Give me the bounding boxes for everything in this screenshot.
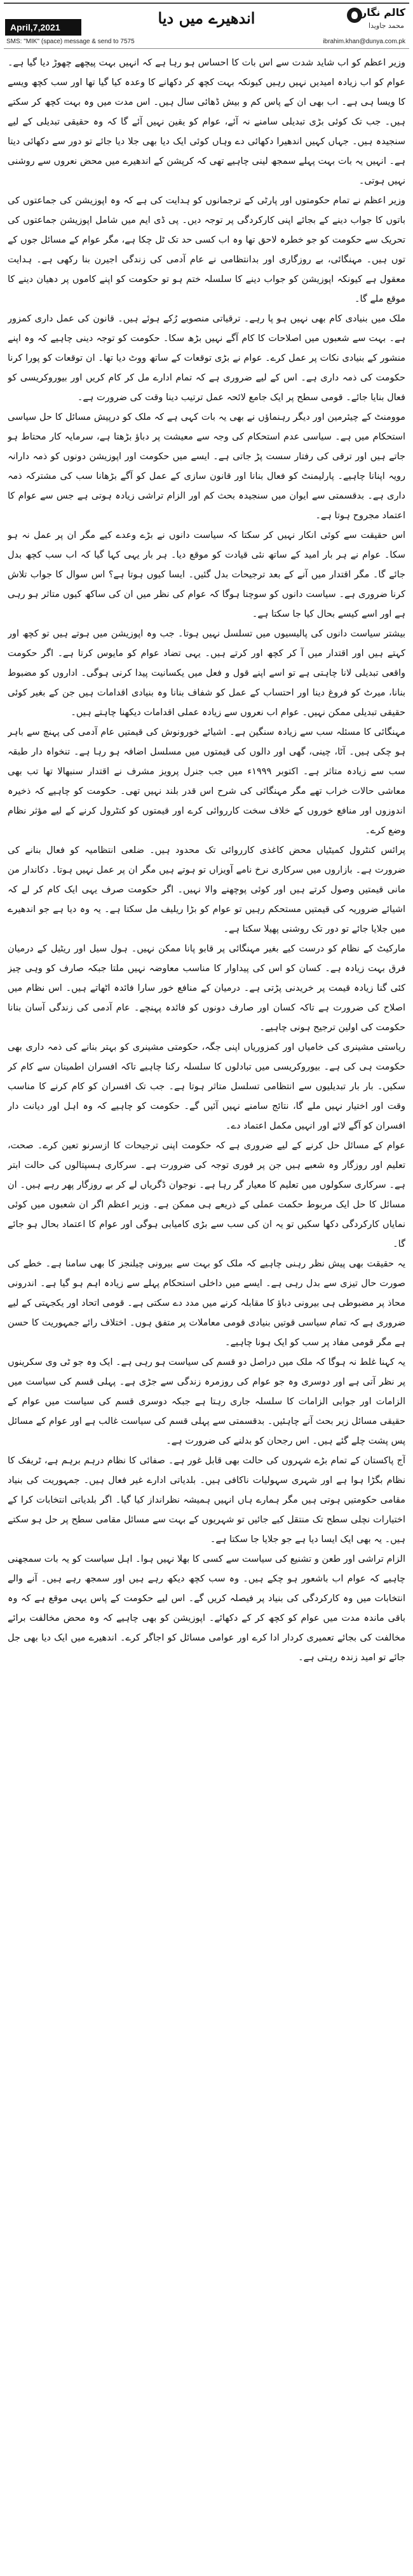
columnist-logo-sub: محمد جاویدا [369, 22, 404, 30]
header-bottom-rule [4, 48, 409, 49]
publish-date: April,7,2021 [5, 19, 81, 36]
article-paragraph: الزام تراشی اور طعن و تشنیع کی سیاست سے کسی کا بھلا نہیں ہوا۔ اہل سیاست کو یہ بات سمجھنی چاہیے کہ عوام اب باشعور ہو چکے ہیں۔ وہ سب کچھ دیکھ رہے ہیں اور سمجھ رہے ہیں۔ آنے والے انتخابات میں وہ کارکردگی کی بنیاد پر فیصلہ کریں گے۔ اس لیے حکومت کے پاس یہی موقع ہے کہ وہ باقی ماندہ مدت میں عوام کو کچھ کر کے دکھائے۔ اپوزیشن کو بھی چاہیے کہ وہ محض مخالفت برائے مخالفت کی بجائے تعمیری کردار ادا کرے اور عوامی مسائل کو اجاگر کرے۔ اندھیرے میں ایک دیا بھی جل جائے تو امید زندہ رہتی ہے۔ [8, 1554, 405, 1663]
article-paragraph: بیشتر سیاست دانوں کی پالیسیوں میں تسلسل نہیں ہوتا۔ جب وہ اپوزیشن میں ہوتے ہیں تو کچھ اور کہتے ہیں اور اقتدار میں آ کر کچھ اور کرتے ہیں۔ یہی تضاد عوام کو مایوس کرتا ہے۔ اگر حکومت واقعی تبدیلی لانا چاہتی ہے تو اسے اپنے قول و فعل میں یکسانیت پیدا کرنی ہوگی۔ اداروں کو مضبوط بنانا، میرٹ کو فروغ دینا اور احتساب کے عمل کو شفاف بنانا وہ بنیادی اقدامات ہیں جن کے بغیر کوئی حقیقی تبدیلی ممکن نہیں۔ عوام اب نعروں سے زیادہ عملی اقدامات دیکھنا چاہتے ہیں۔ [8, 629, 405, 718]
author-email: ibrahim.khan@dunya.com.pk [323, 38, 405, 45]
column-title: اندھیرے میں دیا [158, 9, 255, 27]
columnist-logo-icon [347, 8, 362, 23]
article-paragraph: وزیر اعظم کو اب شاید شدت سے اس بات کا احساس ہو رہا ہے کہ انہیں بہت پیچھے چھوڑ دیا گیا ہے۔ عوام کو اب زیادہ امیدیں نہیں رہیں کیونکہ بہت کچھ کر دکھانے کا وعدہ کیا گیا تھا اور سب کچھ ویسے کا ویسا ہی ہے۔ اب بھی ان کے پاس کم و بیش ڈھائی سال ہیں۔ اس مدت میں وہ بہت کچھ کر سکتے ہیں۔ جب تک کوئی بڑی تبدیلی سامنے نہ آئے، عوام کو یقین نہیں آئے گا کہ وہ حقیقی تبدیلی کے لیے سنجیدہ ہیں۔ جہاں کہیں اندھیرا دکھائی دے وہاں کوئی ایک دیا بھی جلا دیا جائے تو دور سے دکھائی دیتا ہے۔ انہیں یہ بات بہت پہلے سمجھ لینی چاہیے تھی کہ کرپشن کے اندھیرے میں محض نعروں سے روشنی نہیں ہوتی۔ [8, 58, 405, 186]
sms-instructions: SMS: "MIK" (space) message & send to 7575 [6, 38, 135, 45]
column-header [0, 0, 413, 51]
article-paragraph: مہنگائی کا مسئلہ سب سے زیادہ سنگین ہے۔ اشیائے خورونوش کی قیمتیں عام آدمی کی پہنچ سے باہر ہو چکی ہیں۔ آٹا، چینی، گھی اور دالوں کی قیمتوں میں مسلسل اضافہ ہو رہا ہے۔ تنخواہ دار طبقہ سب سے زیادہ متاثر ہے۔ اکتوبر ۱۹۹۹ء میں جب جنرل پرویز مشرف نے اقتدار سنبھالا تھا تب بھی معاشی حالات خراب تھے مگر مہنگائی کی شرح اس قدر بلند نہیں تھی۔ حکومت کو چاہیے کہ ذخیرہ اندوزوں اور منافع خوروں کے خلاف سخت کارروائی کرے اور قیمتوں کو کنٹرول کرنے کے لیے مؤثر نظام وضع کرے۔ [8, 727, 405, 836]
columnist-logo-name: کالم نگار [361, 6, 405, 18]
columnist-logo [342, 5, 405, 30]
article-paragraph: ریاستی مشینری کی خامیاں اور کمزوریاں اپنی جگہ، حکومتی مشینری کو بہتر بنانے کی ذمہ داری بھی حکومت ہی کی ہے۔ بیوروکریسی میں تبادلوں کا سلسلہ رکنا چاہیے تاکہ افسران اطمینان سے کام کر سکیں۔ بار بار تبدیلیوں سے انتظامی تسلسل متاثر ہوتا ہے۔ جب تک افسران کو کام کرنے کا مناسب وقت اور اختیار نہیں ملے گا، نتائج سامنے نہیں آئیں گے۔ حکومت کو چاہیے کہ وہ اہل اور دیانت دار افسران کو آگے لائے اور انہیں مکمل اعتماد دے۔ [8, 1042, 405, 1131]
article-paragraph: پرائس کنٹرول کمیٹیاں محض کاغذی کارروائی تک محدود ہیں۔ ضلعی انتظامیہ کو فعال بنانے کی ضرورت ہے۔ بازاروں میں سرکاری نرخ نامے آویزاں تو ہوتے ہیں مگر ان پر عمل نہیں ہوتا۔ دکاندار من مانی قیمتیں وصول کرتے ہیں اور کوئی پوچھنے والا نہیں۔ اگر حکومت صرف یہی ایک کام کر لے کہ اشیائے ضروریہ کی قیمتیں مستحکم رہیں تو عوام کو بڑا ریلیف مل سکتا ہے۔ یہ وہ دیا ہے جو اندھیرے میں جلایا جائے تو دور تک روشنی پھیلا سکتا ہے۔ [8, 845, 405, 934]
article-paragraph: اس حقیقت سے کوئی انکار نہیں کر سکتا کہ سیاست دانوں نے بڑے وعدے کیے مگر ان پر عمل نہ ہو سکا۔ عوام نے ہر بار امید کے ساتھ نئی قیادت کو موقع دیا۔ ہر بار یہی کہا گیا کہ اب سب کچھ بدل جائے گا۔ مگر اقتدار میں آنے کے بعد ترجیحات بدل گئیں۔ ایسا کیوں ہوتا ہے؟ اس سوال کا جواب تلاش کرنا ضروری ہے۔ سیاست دانوں کو سوچنا ہوگا کہ عوام کی نظر میں ان کی ساکھ کیوں متاثر ہو رہی ہے اور اسے کیسے بحال کیا جا سکتا ہے۔ [8, 530, 405, 619]
header-top-rule [4, 3, 409, 4]
article-paragraph: مارکیٹ کے نظام کو درست کیے بغیر مہنگائی پر قابو پانا ممکن نہیں۔ ہول سیل اور ریٹیل کے درمیان فرق بہت زیادہ ہے۔ کسان کو اس کی پیداوار کا مناسب معاوضہ نہیں ملتا جبکہ صارف کو وہی چیز کئی گنا زیادہ قیمت پر خریدنی پڑتی ہے۔ درمیان کے منافع خور سارا فائدہ اٹھاتے ہیں۔ اس نظام میں اصلاح کی ضرورت ہے تاکہ کسان اور صارف دونوں کو فائدہ پہنچے۔ عام آدمی کی زندگی آسان بنانا حکومت کی اولین ترجیح ہونی چاہیے۔ [8, 944, 405, 1033]
article-paragraph: ملک میں بنیادی کام بھی نہیں ہو پا رہے۔ ترقیاتی منصوبے رُکے ہوئے ہیں۔ قانون کی عمل داری کمزور ہے۔ بہت سے شعبوں میں اصلاحات کا کام آگے نہیں بڑھ سکا۔ حکومت کو توجہ دینی چاہیے کہ وہ اپنے منشور کے بنیادی نکات پر عمل کرے۔ عوام نے بڑی توقعات کے ساتھ ووٹ دیا تھا۔ ان توقعات کو پورا کرنا حکومت کی ذمہ داری ہے۔ اس کے لیے ضروری ہے کہ تمام ادارے مل کر کام کریں اور بیوروکریسی کو فعال بنایا جائے۔ قومی سطح پر ایک جامع لائحہ عمل ترتیب دینا وقت کی ضرورت ہے۔ [8, 314, 405, 403]
article-paragraph: آج پاکستان کے تمام بڑے شہروں کی حالت بھی قابل غور ہے۔ صفائی کا نظام درہم برہم ہے، ٹریفک کا نظام بگڑا ہوا ہے اور شہری سہولیات ناکافی ہیں۔ بلدیاتی ادارے غیر فعال ہیں۔ جمہوریت کی بنیاد مقامی حکومتیں ہوتی ہیں مگر ہمارے ہاں انہیں ہمیشہ نظرانداز کیا گیا۔ اگر بلدیاتی انتخابات کرا کے اختیارات نچلی سطح تک منتقل کیے جائیں تو شہریوں کے بہت سے مسائل مقامی سطح پر حل ہو سکتے ہیں۔ یہ بھی ایک ایسا دیا ہے جو جلایا جا سکتا ہے۔ [8, 1456, 405, 1545]
article-paragraph: یہ حقیقت بھی پیش نظر رہنی چاہیے کہ ملک کو بہت سے بیرونی چیلنجز کا بھی سامنا ہے۔ خطے کی صورت حال تیزی سے بدل رہی ہے۔ ایسے میں داخلی استحکام پہلے سے زیادہ اہم ہو گیا ہے۔ اندرونی محاذ پر مضبوطی ہی بیرونی دباؤ کا مقابلہ کرنے میں مدد دے سکتی ہے۔ قومی اتحاد اور یکجہتی کے لیے ضروری ہے کہ تمام سیاسی قوتیں بنیادی قومی معاملات پر متفق ہوں۔ اختلاف رائے جمہوریت کا حسن ہے مگر قومی مفاد پر سب کو ایک ہونا چاہیے۔ [8, 1259, 405, 1348]
article-paragraph: موومنٹ کے چیئرمین اور دیگر رہنماؤں نے بھی یہ بات کہی ہے کہ ملک کو درپیش مسائل کا حل سیاسی استحکام میں ہے۔ سیاسی عدم استحکام کی وجہ سے معیشت پر دباؤ بڑھتا ہے، سرمایہ کار محتاط ہو جاتے ہیں اور ترقی کی رفتار سست پڑ جاتی ہے۔ ایسے میں حکومت اور اپوزیشن دونوں کو ذمہ دارانہ رویہ اپنانا چاہیے۔ پارلیمنٹ کو فعال بنانا اور قانون سازی کے عمل کو آگے بڑھانا سب کی مشترکہ ذمہ داری ہے۔ بدقسمتی سے ایوان میں سنجیدہ بحث کم اور الزام تراشی زیادہ ہوتی ہے جس سے عوام کا اعتماد مجروح ہوتا ہے۔ [8, 412, 405, 521]
article-paragraph: وزیر اعظم نے تمام حکومتوں اور پارٹی کے ترجمانوں کو ہدایت کی ہے کہ وہ اپوزیشن کی جماعتوں کی باتوں کا جواب دینے کے بجائے اپنی کارکردگی پر توجہ دیں۔ پی ڈی ایم میں شامل اپوزیشن جماعتوں کی تحریک سے حکومت کو جو خطرہ لاحق تھا وہ اب کسی حد تک ٹل چکا ہے، مگر عوام کے مسائل جوں کے توں ہیں۔ مہنگائی، بے روزگاری اور بدانتظامی نے عام آدمی کی زندگی اجیرن بنا رکھی ہے۔ ہدایت معقول ہے کیونکہ اپوزیشن کو جواب دینے کا سلسلہ ختم ہو تو حکومت کو اپنے کاموں پر دھیان دینے کا موقع ملے گا۔ [8, 196, 405, 304]
article-body [8, 53, 405, 2572]
article-paragraph: عوام کے مسائل حل کرنے کے لیے ضروری ہے کہ حکومت اپنی ترجیحات کا ازسرنو تعین کرے۔ صحت، تعلیم اور روزگار وہ شعبے ہیں جن پر فوری توجہ کی ضرورت ہے۔ سرکاری ہسپتالوں کی حالت ابتر ہے۔ سرکاری سکولوں میں تعلیم کا معیار گر رہا ہے۔ نوجوان ڈگریاں لے کر بے روزگار پھر رہے ہیں۔ ان مسائل کا حل ایک مربوط حکمت عملی کے ذریعے ہی ممکن ہے۔ وزیر اعظم اگر ان شعبوں میں کوئی نمایاں کارکردگی دکھا سکیں تو یہ ان کی سب سے بڑی کامیابی ہوگی اور عوام کا اعتماد بحال ہو جائے گا۔ [8, 1141, 405, 1249]
article-paragraph: یہ کہنا غلط نہ ہوگا کہ ملک میں دراصل دو قسم کی سیاست ہو رہی ہے۔ ایک وہ جو ٹی وی سکرینوں پر نظر آتی ہے اور دوسری وہ جو عوام کی روزمرہ زندگی سے جڑی ہے۔ پہلی قسم کی سیاست میں الزامات اور جوابی الزامات کا سلسلہ جاری رہتا ہے جبکہ دوسری قسم کی سیاست میں عوام کے حقیقی مسائل زیر بحث آنے چاہئیں۔ بدقسمتی سے پہلی قسم کی سیاست غالب ہے اور عوام کے مسائل پس پشت چلے گئے ہیں۔ اس رجحان کو بدلنے کی ضرورت ہے۔ [8, 1357, 405, 1446]
